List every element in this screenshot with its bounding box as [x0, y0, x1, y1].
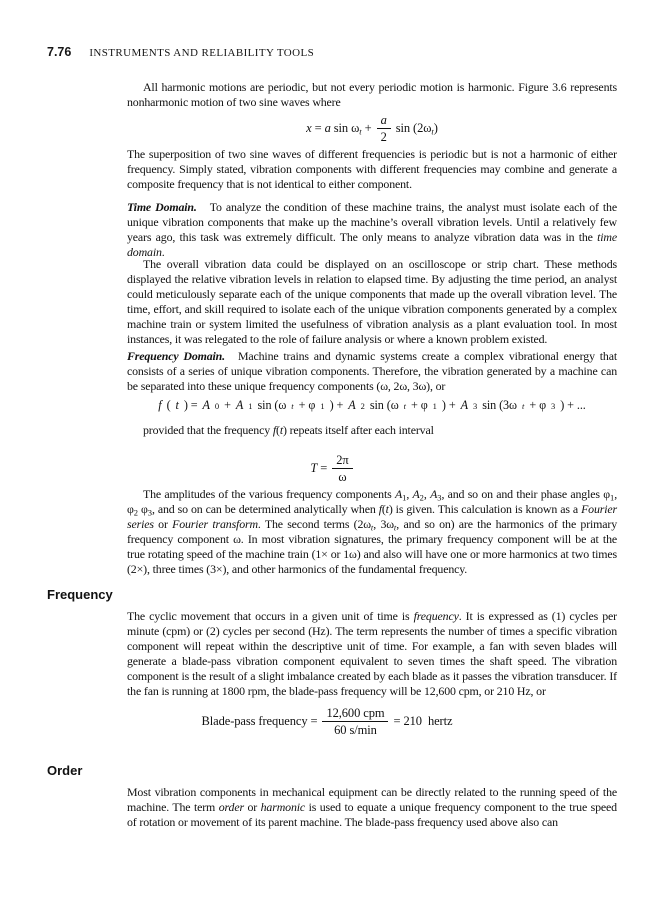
fraction-denominator: 60 s/min: [334, 722, 377, 737]
paragraph-superposition: The superposition of two sine waves of different frequencies is periodic but is not a harmonic of either frequency. Simply stated, vibration components with different frequencies may combine and generate a composite frequency that is not identical to either component.: [127, 147, 617, 191]
paragraph-oscilloscope: The overall vibration data could be displayed on an oscilloscope or strip chart. These methods displayed the relative vibration levels in relation to elapsed time. By adjusting the time period, an analyst could meticulously separate each of the unique components that made up the overall vibration level. The time, effort, and skill required to isolate each of the unique vibration components generated by a complex machine train or system limited the usefulness of vibration analysis as a plant evaluation tool. In most instances, it was relegated to the role of failure analysis or where a known problem existed.: [127, 257, 617, 346]
fraction-numerator: 12,600 cpm: [322, 706, 388, 722]
paragraph-amplitudes: The amplitudes of the various frequency components $A_1$, $A_2$, $A_3$, and so on and their phase angles $\varphi_1$, $\varphi_2$ $\varphi_3$, and so on can be determined analytically when f(t) is given. This calculation is known as a Fourier series or Fourier transform. The second terms ($2\omega_t$, $3\omega_t$, and so on) are the harmonics of the primary frequency component ω. In most vibration signatures, the primary frequency component will be at the true rotating speed of the machine train (1× or 1ω) and also will have one or more harmonics at two times (2×), three times (3×), and other harmonics of the fundamental frequency.: [127, 487, 618, 576]
fraction-numerator: 2π: [332, 453, 352, 469]
paragraph-harmonic-intro: All harmonic motions are periodic, but not every periodic motion is harmonic. Figure 3.6 represents nonharmonic motion of two sine waves where: [127, 80, 617, 109]
paragraph-time-domain: Time Domain. To analyze the condition of these machine trains, the analyst must isolate each of the unique vibration components that make up the machine’s overall vibration levels. Until a relatively few years ago, this task was extremely difficult. The only means to analyze vibration data was in the time domain.: [127, 200, 617, 259]
fraction-denominator: ω: [338, 469, 347, 484]
equation-rhs: $\sin (2\omega_t)$: [395, 120, 438, 136]
paragraph-provided-interval: provided that the frequency f(t) repeats itself after each interval: [143, 423, 434, 437]
section-heading-order: Order: [47, 763, 83, 778]
equation-lhs: Blade-pass frequency =: [201, 713, 318, 728]
equation-fourier-series: f ( t ) = A 0 + A 1 sin (ω t + φ 1 ) + A 2 sin (ω t + φ 1 ) + A 3 sin (3ω t + φ 3 ) + ...: [158, 398, 586, 412]
fraction: [322, 706, 388, 737]
fraction: [332, 453, 352, 484]
paragraph-order-definition: Most vibration components in mechanical equipment can be directly related to the running speed of the machine. The term order or harmonic is used to equate a unique frequency component to the true speed of rotation or movement of its parent machine. The blade-pass frequency used above also can: [127, 785, 617, 829]
equation-period: [89, 449, 579, 487]
running-head: INSTRUMENTS AND RELIABILITY TOOLS: [89, 47, 315, 59]
equation-blade-pass: [82, 702, 572, 740]
page-number: 7.76: [47, 45, 72, 59]
equation-sine-sum: [127, 110, 617, 146]
fraction: [377, 113, 391, 144]
paragraph-frequency-domain: Frequency Domain. Machine trains and dynamic systems create a complex vibrational energy that consists of a series of unique vibration components. Therefore, the vibration generated by a machine can be separated into these unique frequency components (ω, 2ω, 3ω), or: [127, 349, 617, 393]
paragraph-frequency-definition: The cyclic movement that occurs in a given unit of time is frequency. It is expressed as (1) cycles per minute (cpm) or (2) cycles per second (Hz). The term represents the number of times a specific vibration component will repeat within the descriptive unit of time. For example, a fan with seven blades will generate a blade-pass vibration component equivalent to seven times the shaft speed. The vibration component is the result of a slight imbalance created by each blade as it passes the vibration transducer. If the fan is running at 1800 rpm, the blade-pass frequency will be 12,600 cpm, or 210 Hz, or: [127, 609, 617, 698]
equation-lhs: x = a $\sin \omega_t$ +: [306, 120, 372, 136]
fraction-denominator: 2: [380, 129, 387, 144]
equation-lhs: T =: [310, 460, 328, 475]
fraction-numerator: a: [377, 113, 391, 129]
equation-rhs: = 210 hertz: [393, 713, 453, 728]
section-heading-frequency: Frequency: [47, 587, 113, 602]
page-header: [47, 45, 314, 59]
